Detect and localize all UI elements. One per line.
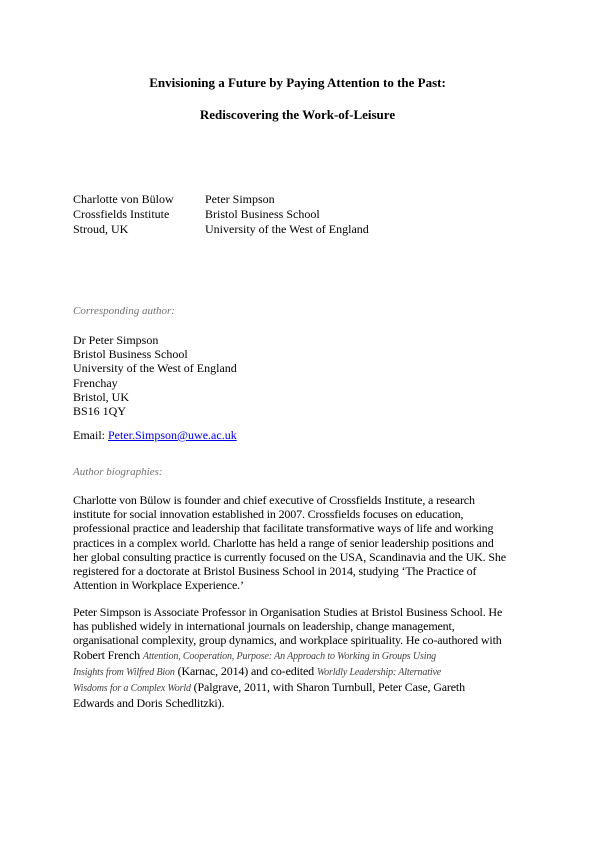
bio-line (73, 680, 523, 696)
author-biographies-heading: Author biographies: (73, 466, 163, 478)
corresponding-author-heading: Corresponding author: (73, 305, 175, 317)
author-1 (73, 192, 174, 237)
address-line: Dr Peter Simpson (73, 333, 159, 347)
bio-line: Charlotte von Bülow is founder and chief executive of Crossfields Institute, a research (73, 493, 475, 507)
bio-text: Robert French (73, 647, 143, 662)
author-2 (205, 192, 369, 237)
author-1-institution: Crossfields Institute (73, 207, 170, 221)
bio-charlotte (73, 493, 523, 592)
bio-line (73, 648, 523, 664)
bio-line: organisational complexity, group dynamics, and workplace spirituality. He co-authored with (73, 633, 502, 648)
bio-text: (Palgrave, 2011, with Sharon Turnbull, Peter Case, Gareth (190, 680, 465, 695)
book-title: Worldly Leadership: Alternative (316, 666, 442, 678)
email-link[interactable]: Peter.Simpson@uwe.ac.uk (108, 428, 237, 442)
bio-line: Edwards and Doris Schedlitzki). (73, 696, 225, 711)
author-2-institution: Bristol Business School (205, 207, 320, 221)
email-row (73, 428, 237, 442)
bio-line: Attention in Workplace Experience.’ (73, 578, 244, 593)
bio-line: institute for social innovation established in 2007. Crossfields focuses on education, (73, 507, 464, 522)
book-title: Insights from Wilfred Bion (73, 666, 175, 678)
bio-line: her global consulting practice is currently focused on the USA, Scandinavia and the UK. She (73, 549, 506, 564)
corresponding-address (73, 333, 237, 418)
bio-line: registered for a doctorate at Bristol Business School in 2014, studying ‘The Practice of (73, 564, 477, 579)
bio-line (73, 664, 523, 680)
address-line: Frenchay (73, 375, 118, 390)
title-line-1: Envisioning a Future by Paying Attention to the Past: (149, 75, 446, 90)
bio-peter (73, 605, 523, 710)
bio-text: (Karnac, 2014) and co-edited (174, 663, 317, 678)
address-line: Bristol, UK (73, 389, 130, 404)
bio-line: has published widely in international journals on leadership, change management, (73, 619, 455, 634)
book-title: Attention, Cooperation, Purpose: An Approach to Working in Groups Using (142, 650, 437, 662)
address-line: BS16 1QY (73, 404, 127, 419)
author-1-location: Stroud, UK (73, 222, 129, 236)
author-1-name: Charlotte von Bülow (73, 192, 174, 206)
author-2-name: Peter Simpson (205, 192, 275, 206)
address-line: Bristol Business School (73, 347, 188, 362)
email-label: Email: (73, 428, 105, 442)
bio-line: practices in a complex world. Charlotte has held a range of senior leadership positions and (73, 535, 494, 550)
bio-line: Peter Simpson is Associate Professor in Organisation Studies at Bristol Business School. He (73, 605, 503, 619)
title-line-2: Rediscovering the Work-of-Leisure (199, 107, 396, 122)
author-2-location: University of the West of England (205, 222, 369, 236)
book-title: Wisdoms for a Complex World (73, 683, 191, 695)
bio-line: professional practice and leadership that facilitate transformative ways of life and working (73, 521, 494, 536)
address-line: University of the West of England (73, 361, 237, 376)
